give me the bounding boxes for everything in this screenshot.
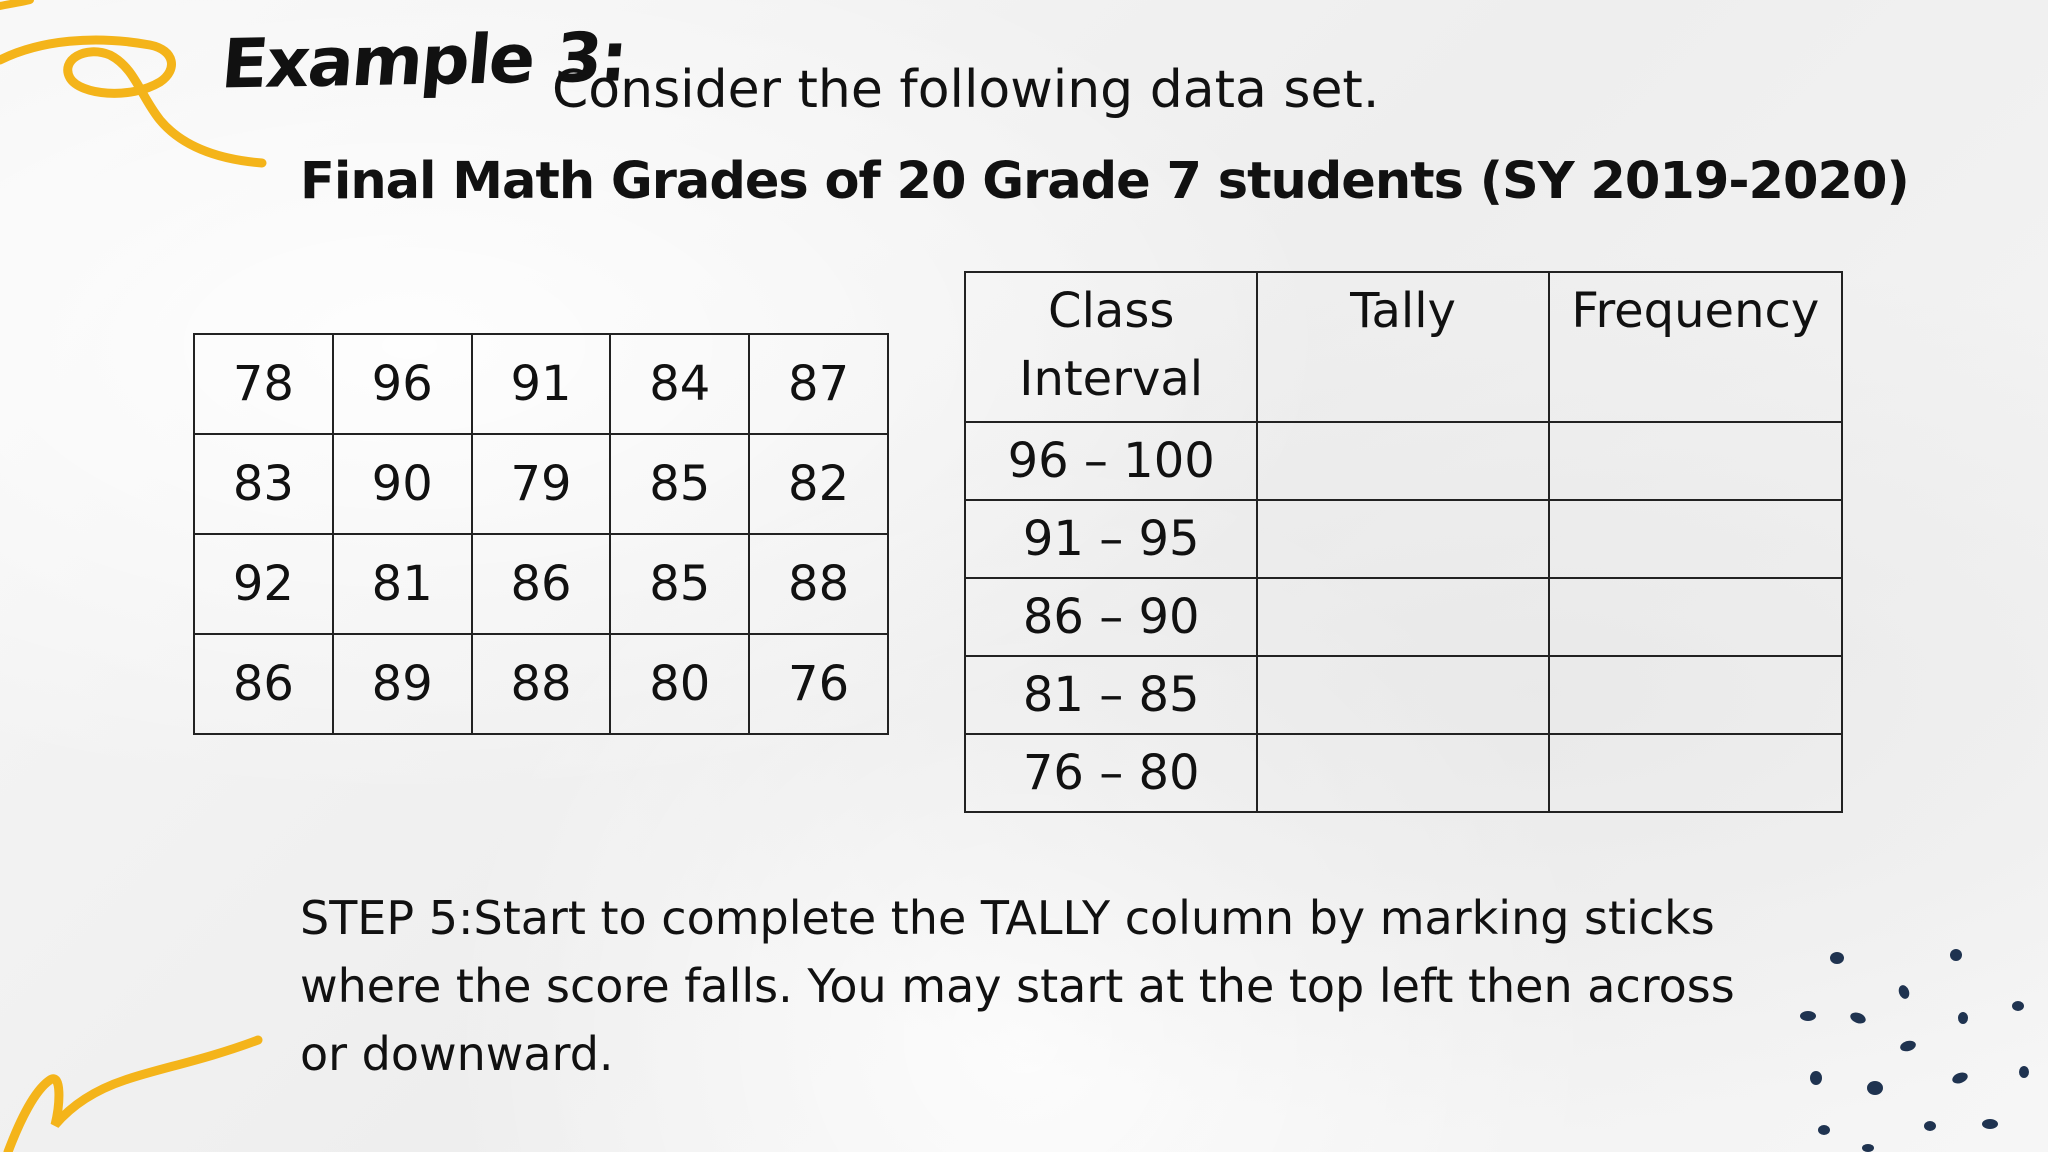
grade-cell: 79 xyxy=(472,434,611,534)
grade-cell: 88 xyxy=(749,534,888,634)
frequency-table xyxy=(964,271,1843,813)
grade-cell: 83 xyxy=(194,434,333,534)
class-interval-cell: 76 – 80 xyxy=(965,734,1257,812)
frequency-cell[interactable] xyxy=(1549,656,1842,734)
grade-cell: 92 xyxy=(194,534,333,634)
grade-cell: 80 xyxy=(610,634,749,734)
navy-dots-decoration xyxy=(1780,940,2048,1152)
grade-cell: 91 xyxy=(472,334,611,434)
class-interval-cell: 96 – 100 xyxy=(965,422,1257,500)
class-interval-cell: 81 – 85 xyxy=(965,656,1257,734)
header-frequency: Frequency xyxy=(1549,272,1842,422)
table-row xyxy=(965,734,1842,812)
grade-cell: 87 xyxy=(749,334,888,434)
grade-cell: 88 xyxy=(472,634,611,734)
frequency-cell[interactable] xyxy=(1549,578,1842,656)
tally-cell[interactable] xyxy=(1257,734,1548,812)
frequency-cell[interactable] xyxy=(1549,422,1842,500)
frequency-cell[interactable] xyxy=(1549,500,1842,578)
grade-cell: 82 xyxy=(749,434,888,534)
header-class-interval-line1: Class xyxy=(1048,283,1175,339)
grade-cell: 90 xyxy=(333,434,472,534)
data-set-title: Final Math Grades of 20 Grade 7 students (SY 2019-2020) xyxy=(300,152,1909,211)
grade-cell: 86 xyxy=(194,634,333,734)
tally-cell[interactable] xyxy=(1257,656,1548,734)
table-row xyxy=(965,656,1842,734)
grade-cell: 89 xyxy=(333,634,472,734)
frequency-cell[interactable] xyxy=(1549,734,1842,812)
table-row xyxy=(194,534,888,634)
grade-cell: 84 xyxy=(610,334,749,434)
intro-text: Consider the following data set. xyxy=(552,60,1380,120)
example-label: Example 3: xyxy=(218,18,630,105)
table-row xyxy=(965,500,1842,578)
class-interval-cell: 91 – 95 xyxy=(965,500,1257,578)
tally-cell[interactable] xyxy=(1257,578,1548,656)
grade-cell: 78 xyxy=(194,334,333,434)
step-instruction: STEP 5:Start to complete the TALLY column by marking sticks where the score falls. You may start at the top left then across or downward. xyxy=(300,891,1735,1081)
grade-cell: 96 xyxy=(333,334,472,434)
tally-cell[interactable] xyxy=(1257,422,1548,500)
grade-cell: 85 xyxy=(610,434,749,534)
grade-cell: 76 xyxy=(749,634,888,734)
class-interval-cell: 86 – 90 xyxy=(965,578,1257,656)
table-row xyxy=(194,634,888,734)
grades-table xyxy=(193,333,889,735)
table-row xyxy=(965,578,1842,656)
header-tally: Tally xyxy=(1257,272,1548,422)
tally-cell[interactable] xyxy=(1257,500,1548,578)
grade-cell: 86 xyxy=(472,534,611,634)
table-row xyxy=(965,422,1842,500)
grade-cell: 81 xyxy=(333,534,472,634)
header-class-interval xyxy=(965,272,1257,422)
grade-cell: 85 xyxy=(610,534,749,634)
table-row xyxy=(194,434,888,534)
header-class-interval-line2: Interval xyxy=(1019,351,1204,407)
yellow-squiggle-decoration xyxy=(0,1020,280,1152)
table-header-row xyxy=(965,272,1842,422)
table-row xyxy=(194,334,888,434)
